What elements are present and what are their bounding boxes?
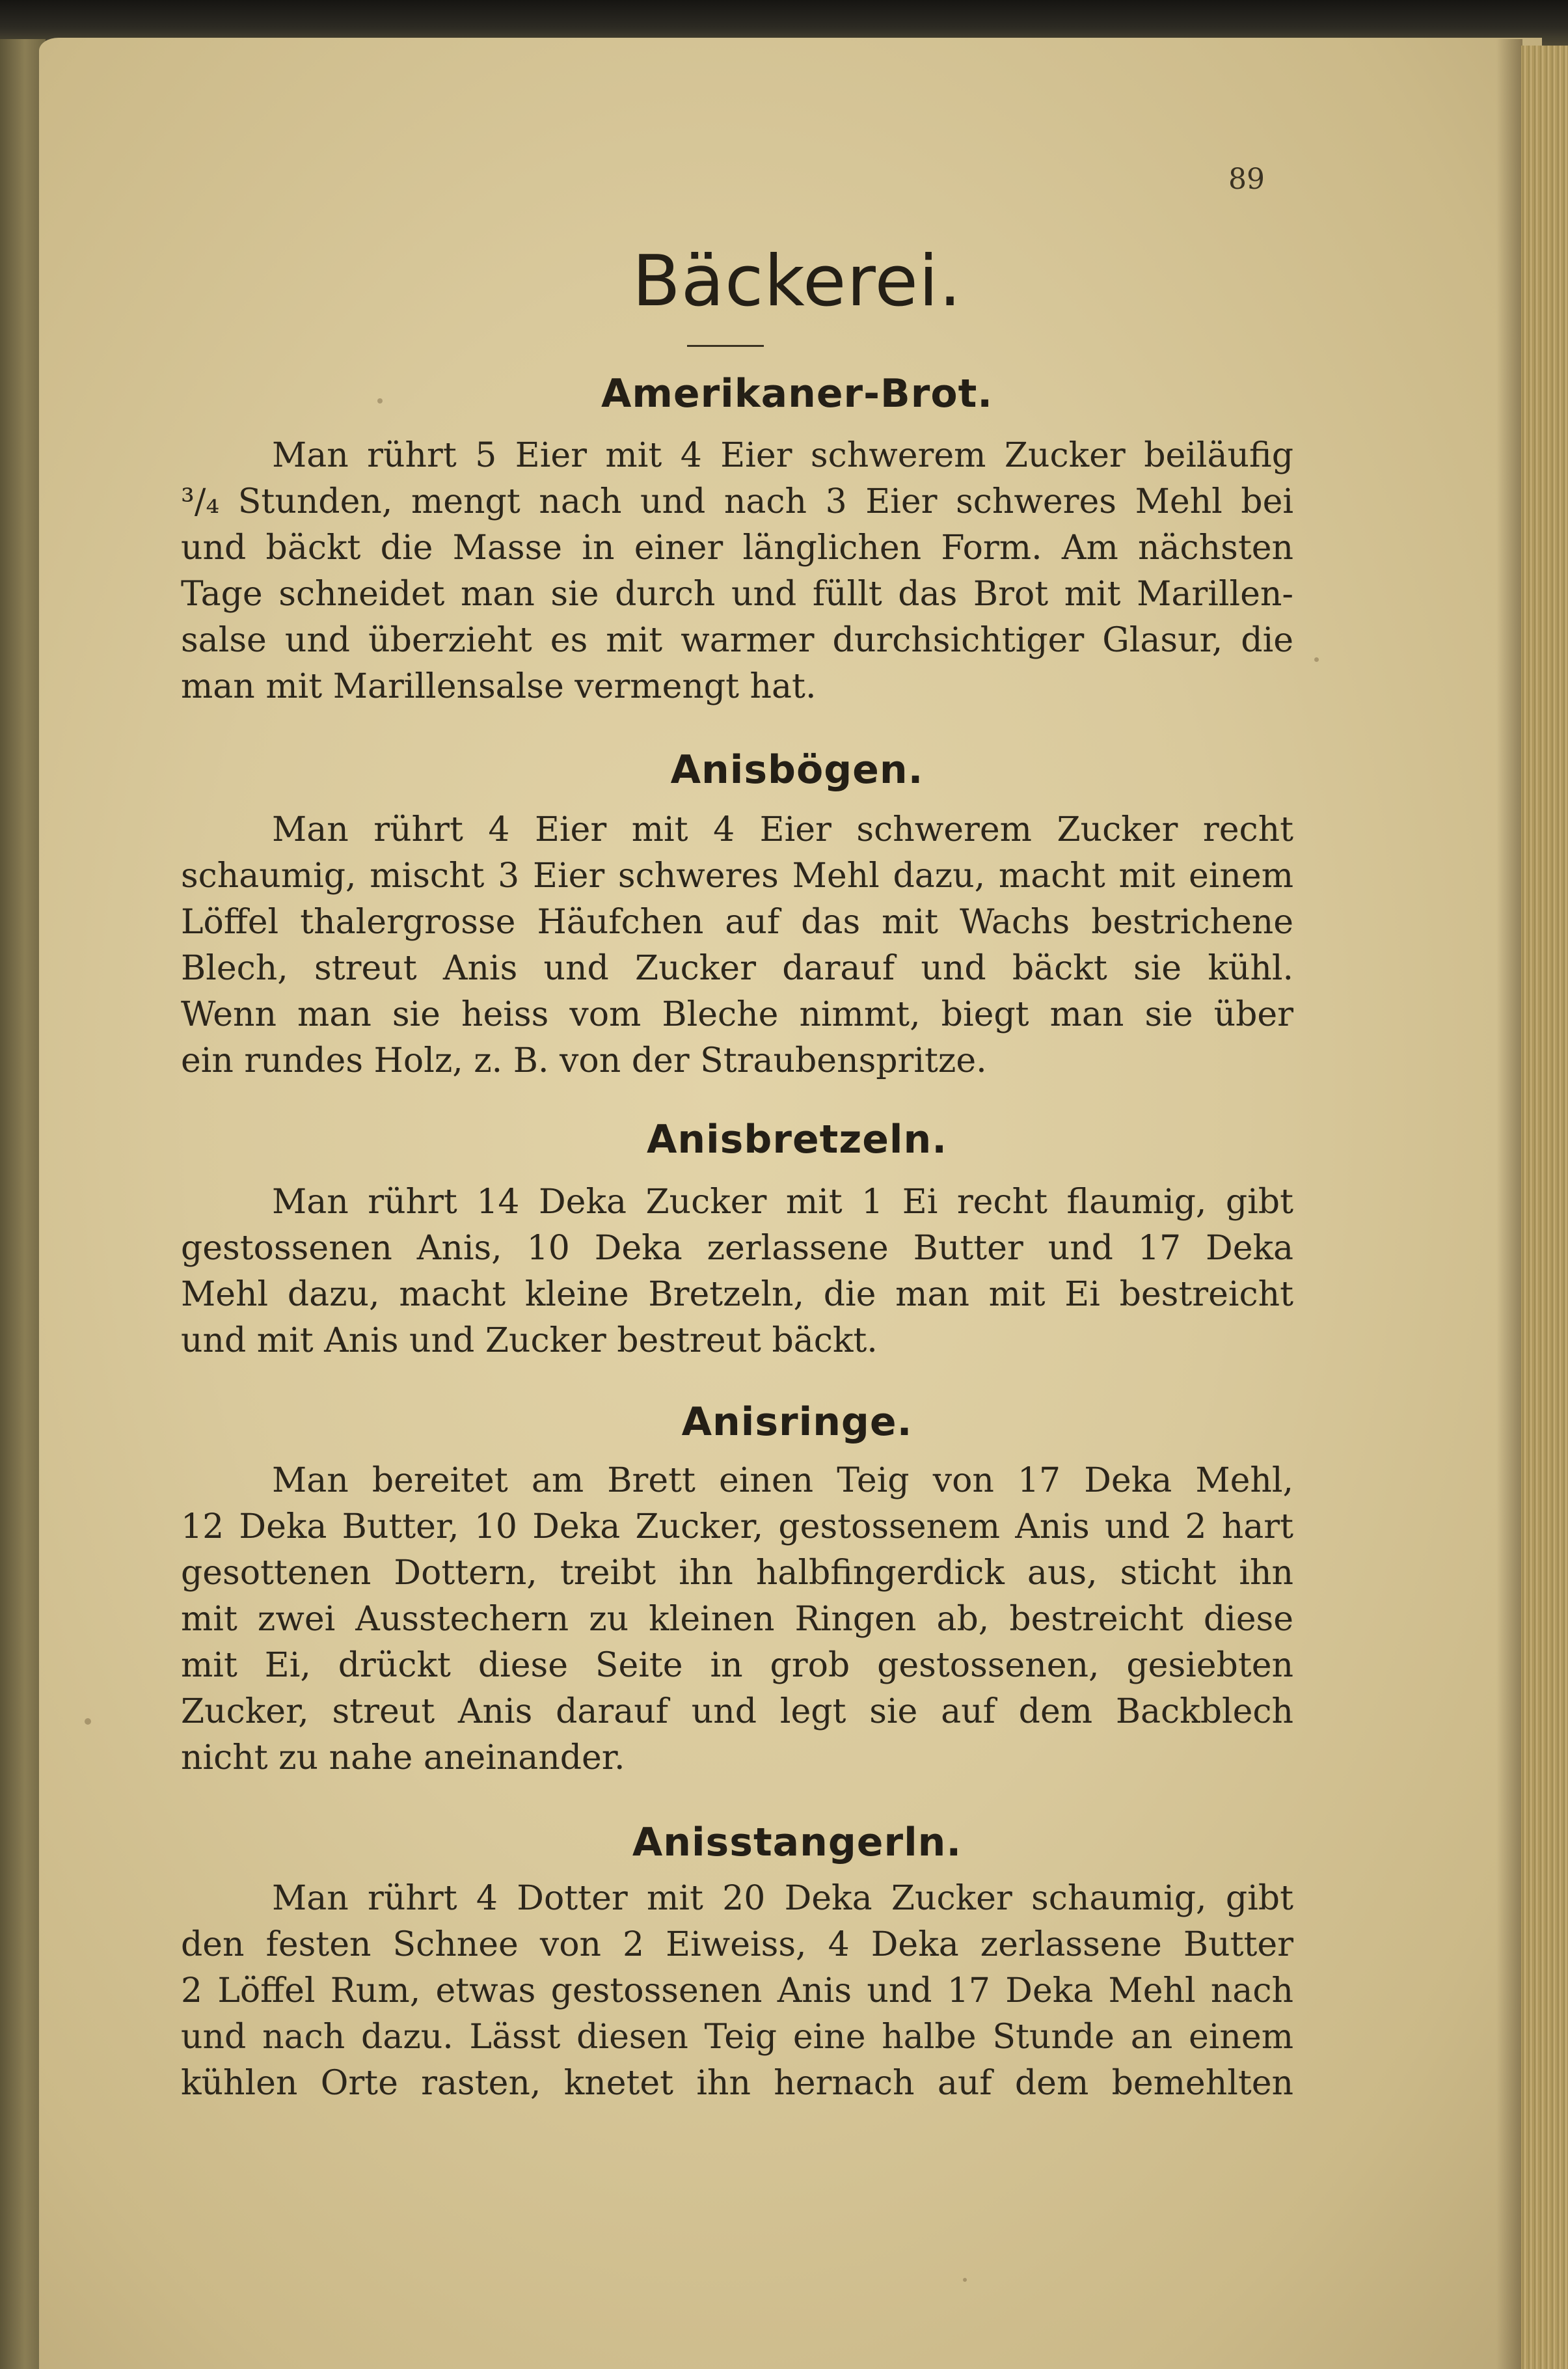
- recipe-heading: Anisstangerln.: [632, 1820, 962, 1865]
- recipe-text: [181, 807, 1293, 1084]
- recipe-heading: Anisringe.: [681, 1399, 913, 1445]
- recipe-text: [181, 1179, 1293, 1364]
- text-line: den festen Schnee von 2 Eiweiss, 4 Deka zerlassene Butter: [181, 1925, 1293, 1964]
- paper-speck: [963, 2278, 967, 2282]
- text-line: Man rührt 5 Eier mit 4 Eier schwerem Zucker beiläufig: [272, 436, 1293, 475]
- text-line: Mehl dazu, macht kleine Bretzeln, die man mit Ei bestreicht: [181, 1275, 1293, 1314]
- text-line: 2 Löffel Rum, etwas gestossenen Anis und 17 Deka Mehl nach: [181, 1971, 1293, 2010]
- text-line: Löffel thalergrosse Häufchen auf das mit Wachs bestrichene: [181, 903, 1293, 942]
- paper-speck: [85, 1718, 91, 1725]
- text-line: Man rührt 4 Dotter mit 20 Deka Zucker schaumig, gibt: [272, 1879, 1293, 1918]
- recipe-text: [181, 1876, 1293, 2107]
- recipe-text: [181, 433, 1293, 710]
- text-line: gestossenen Anis, 10 Deka zerlassene Butter und 17 Deka: [181, 1229, 1293, 1268]
- text-line: nicht zu nahe aneinander.: [181, 1738, 625, 1777]
- text-line: Wenn man sie heiss vom Bleche nimmt, biegt man sie über: [181, 995, 1293, 1034]
- text-line: und mit Anis und Zucker bestreut bäckt.: [181, 1321, 878, 1360]
- text-line: 12 Deka Butter, 10 Deka Zucker, gestossenem Anis und 2 hart: [181, 1507, 1293, 1546]
- text-line: Blech, streut Anis und Zucker darauf und bäckt sie kühl.: [181, 949, 1293, 988]
- text-line: schaumig, mischt 3 Eier schweres Mehl dazu, macht mit einem: [181, 856, 1293, 896]
- recipe-text: [181, 1458, 1293, 1781]
- text-line: und bäckt die Masse in einer länglichen Form. Am nächsten: [181, 528, 1293, 568]
- text-line: ³/₄ Stunden, mengt nach und nach 3 Eier schweres Mehl bei: [181, 482, 1293, 521]
- title-rule: [687, 345, 764, 347]
- page-title: Bäckerei.: [632, 241, 962, 322]
- text-line: mit Ei, drückt diese Seite in grob gestossenen, gesiebten: [181, 1646, 1293, 1685]
- recipe-heading: Amerikaner-Brot.: [601, 371, 994, 417]
- text-line: Zucker, streut Anis darauf und legt sie auf dem Backblech: [181, 1692, 1293, 1731]
- text-line: Man rührt 14 Deka Zucker mit 1 Ei recht flaumig, gibt: [272, 1183, 1293, 1222]
- text-line: salse und überzieht es mit warmer durchsichtiger Glasur, die: [181, 621, 1293, 660]
- text-line: kühlen Orte rasten, knetet ihn hernach auf dem bemehlten: [181, 2064, 1293, 2103]
- text-line: Man bereitet am Brett einen Teig von 17 Deka Mehl,: [272, 1461, 1293, 1500]
- text-line: man mit Marillensalse vermengt hat.: [181, 667, 817, 706]
- text-line: mit zwei Ausstechern zu kleinen Ringen ab, bestreicht diese: [181, 1600, 1293, 1639]
- recipe-heading: Anisbretzeln.: [646, 1117, 948, 1162]
- page-number: 89: [1228, 163, 1265, 196]
- text-line: ein rundes Holz, z. B. von der Straubenspritze.: [181, 1041, 987, 1080]
- text-line: Man rührt 4 Eier mit 4 Eier schwerem Zucker recht: [272, 810, 1293, 849]
- text-line: Tage schneidet man sie durch und füllt das Brot mit Marillen-: [181, 575, 1293, 614]
- paper-speck: [1314, 657, 1319, 662]
- recipe-heading: Anisbögen.: [670, 747, 924, 793]
- text-line: und nach dazu. Lässt diesen Teig eine halbe Stunde an einem: [181, 2018, 1293, 2057]
- text-line: gesottenen Dottern, treibt ihn halbfingerdick aus, sticht ihn: [181, 1554, 1293, 1593]
